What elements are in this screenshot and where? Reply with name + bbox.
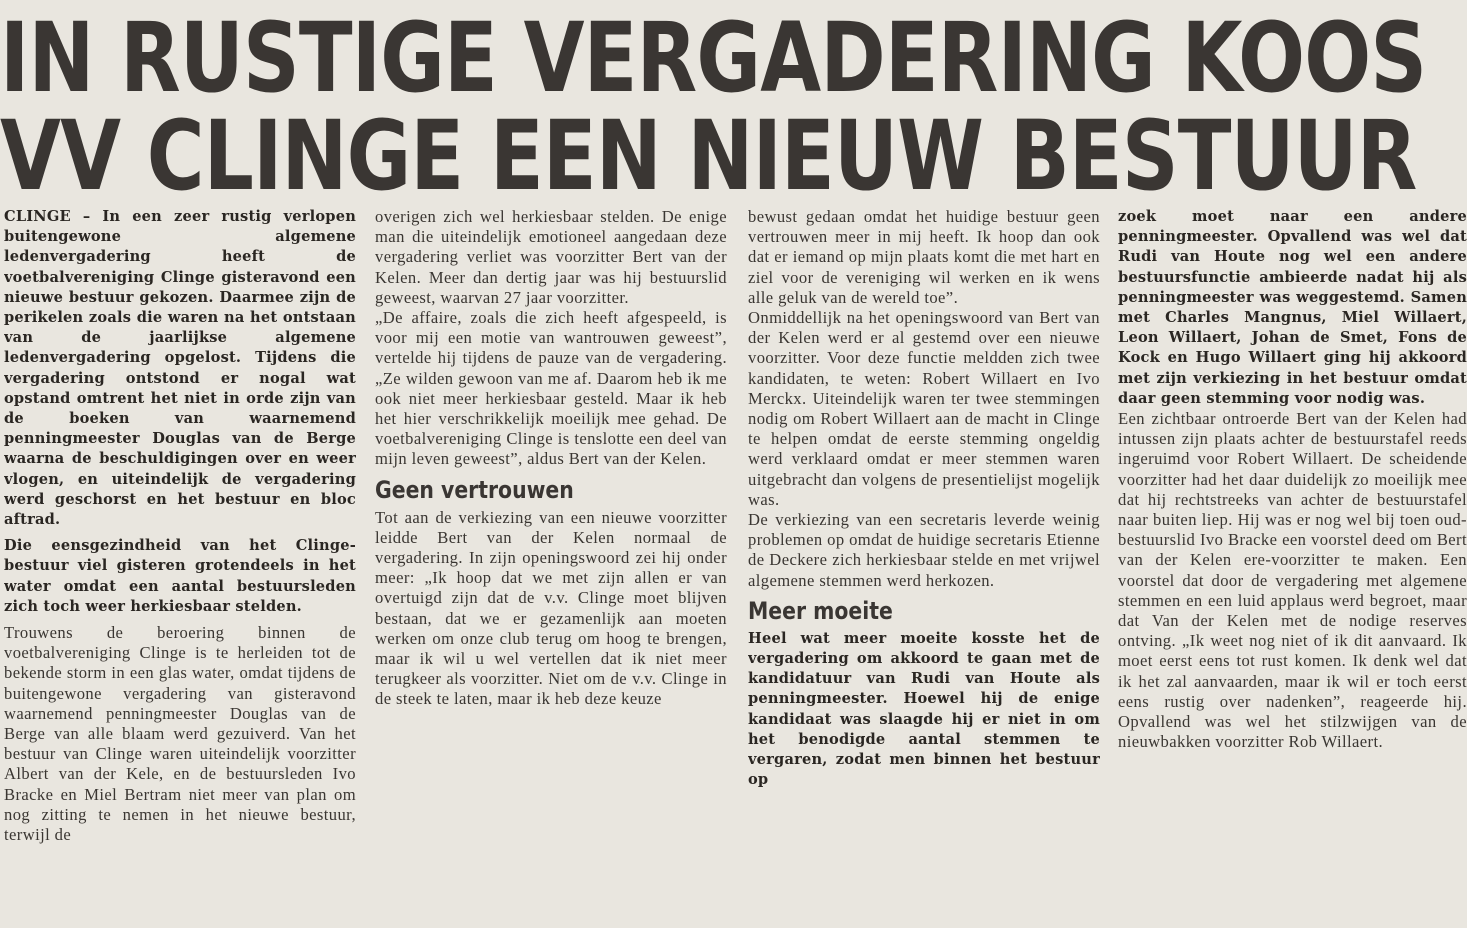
body-paragraph: „De affaire, zoals die zich heeft afgespeeld, is voor mij een motie van wantrouwen geweest”, vertelde hij tijdens de pauze van de vergadering. „Ze wilden gewoon van me af. Daarom heb ik me ook niet meer herkiesbaar gesteld. Maar ik heb het hier verschrikkelijk moeilijk mee gehad. De voetbalvereniging Clinge is tenslotte een deel van mijn leven geweest”, aldus Bert van der Kelen. (375, 308, 727, 469)
body-paragraph: Die eensgezindheid van het Clinge-bestuur viel gisteren grotendeels in het water omdat een aantal bestuursleden zich toch weer herkiesbaar stelden. (4, 537, 356, 615)
body-paragraph: bewust gedaan omdat het huidige bestuur geen vertrouwen meer in mij heeft. Ik hoop dan ook dat er iemand op mijn plaats komt die met hart en ziel voor de vereniging wil werken en ik wens alle geluk van de wereld toe”. (748, 207, 1100, 307)
headline-line-2: VV CLINGE EEN NIEUW BESTUUR (0, 100, 1417, 212)
column-3 (748, 207, 1100, 857)
body-paragraph: Onmiddellijk na het openingswoord van Bert van der Kelen werd er al gestemd over een nieuwe voorzitter. Voor deze functie meldden zich twee kandidaten, te weten: Robert Willaert en Ivo Merckx. Uiteindelijk waren ter twee stemmingen nodig om Robert Willaert aan de macht in Clinge te helpen omdat de eerste stemming ongeldig werd verklaard omdat er meer stemmen waren uitgebracht dan volgens de presentielijst mogelijk was. (748, 308, 1100, 509)
body-paragraph: Heel wat meer moeite kosste het de vergadering om akkoord te gaan met de kandidatuur van Rudi van Houte als penningmeester. Hoewel hij de enige kandidaat was slaagde hij er niet in om het benodigde aantal stemmen te vergaren, zodat men binnen het bestuur op (748, 629, 1100, 789)
subheading-geen-vertrouwen: Geen vertrouwen (375, 475, 574, 504)
headline (0, 2, 1427, 212)
body-paragraph: De verkiezing van een secretaris leverde weinig problemen op omdat de huidige secretaris Etienne de Deckere zich herkiesbaar stelde en met vrijwel algemene stemmen werd herkozen. (748, 510, 1100, 590)
body-paragraph: Tot aan de verkiezing van een nieuwe voorzitter leidde Bert van der Kelen normaal de vergadering. In zijn openingswoord zei hij onder meer: „Ik hoop dat we met zijn allen er van overtuigd zijn dat de v.v. Clinge moet blijven bestaan, dat we er gezamenlijk aan moeten werken om onze club terug om hoog te brengen, maar ik wil u wel vertellen dat ik niet meer terugkeer als voorzitter. Niet om de v.v. Clinge in de steek te laten, maar ik heb deze keuze (375, 507, 727, 709)
subheading-meer-moeite: Meer moeite (748, 596, 893, 625)
column-1 (4, 207, 356, 857)
body-paragraph: zoek moet naar een andere penningmeester. Opvallend was wel dat Rudi van Houte nog wel een andere bestuursfunctie ambieerde nadat hij als penningmeester was weggestemd. Samen met Charles Mangnus, Miel Willaert, Leon Willaert, Johan de Smet, Fons de Kock en Hugo Willaert ging hij akkoord met zijn verkiezing in het bestuur omdat daar geen stemming voor nodig was. (1118, 208, 1467, 407)
body-paragraph: Trouwens de beroering binnen de voetbalvereniging Clinge is te herleiden tot de bekende storm in een glas water, omdat tijdens de buitengewone vergadering van gisteravond waarnemend penningmeester Douglas van de Berge van alle blaam werd gezuiverd. Van het bestuur van Clinge waren uiteindelijk voorzitter Albert van der Kele, en de bestuursleden Ivo Bracke en Miel Bertram niet meer van plan om nog zitting te nemen in het nieuwe bestuur, terwijl de (4, 623, 356, 845)
headline-line-1: IN RUSTIGE VERGADERING KOOS (0, 2, 1427, 114)
lead-paragraph: CLINGE – In een zeer rustig verlopen buitengewone algemene ledenvergadering heeft de voetbalvereniging Clinge gisteravond een nieuwe bestuur gekozen. Daarmee zijn de perikelen zoals die waren na het ontstaan van de jaarlijkse algemene ledenvergadering opgelost. Tijdens die vergadering ontstond er nogal wat opstand omtrent het niet in orde zijn van de boeken van waarnemend penningmeester Douglas van de Berge waarna de beschuldigingen over en weer vlogen, en uiteindelijk de vergadering werd geschorst en het bestuur en bloc aftrad. (4, 208, 356, 529)
body-paragraph: Een zichtbaar ontroerde Bert van der Kelen had intussen zijn plaats achter de bestuurstafel reeds ingeruimd voor Robert Willaert. De scheidende voorzitter had het daar duidelijk zo moeilijk mee dat hij rechtstreeks van achter de bestuurstafel naar buiten liep. Hij was er nog wel bij toen oud-bestuurslid Ivo Bracke een voorstel deed om Bert van der Kelen ere-voorzitter te maken. Een voorstel dat door de vergadering met algemene stemmen en een luid applaus werd begroet, maar dat Van der Kelen met de nodige reserves ontving. „Ik weet nog niet of ik dit aanvaard. Ik moet eerst eens tot rust komen. Ik denk wel dat ik het zal aanvaarden, maar ik wil er toch eerst eens rustig over nadenken”, reageerde hij. Opvallend was wel het stilzwijgen van de nieuwbakken voorzitter Rob Willaert. (1118, 409, 1467, 752)
body-paragraph: overigen zich wel herkiesbaar stelden. De enige man die uiteindelijk emotioneel aangedaan deze vergadering verliet was voorzitter Bert van der Kelen. Meer dan dertig jaar was hij bestuurslid geweest, waarvan 27 jaar voorzitter. (375, 207, 727, 307)
column-4 (1118, 207, 1467, 857)
column-2 (375, 207, 727, 857)
